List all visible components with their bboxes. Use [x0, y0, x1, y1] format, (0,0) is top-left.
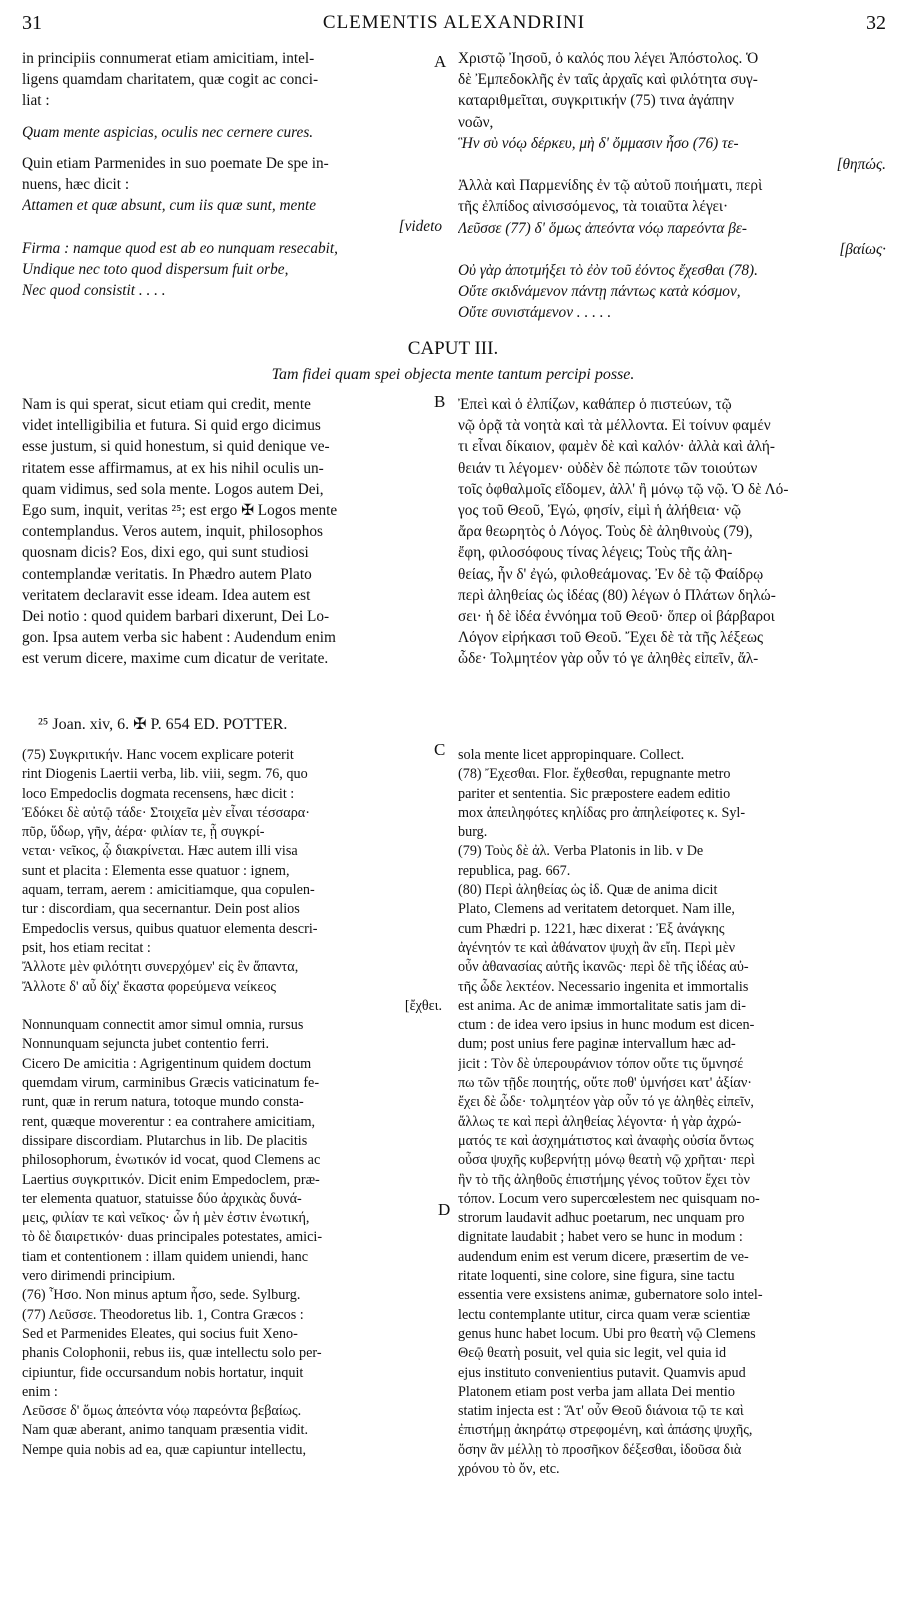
- text-line: [θηπώς.: [836, 155, 886, 173]
- text-line: [videto: [398, 218, 442, 236]
- text-line: Nempe quia nobis ad ea, quæ capiuntur intellectu,: [22, 1441, 307, 1458]
- text-line: ligens quamdam charitatem, quæ cogit ac conci-: [22, 71, 319, 89]
- text-line: veritatem declaravit esse ideam. Idea autem est: [22, 586, 311, 604]
- margin-marker-c: C: [434, 740, 446, 759]
- text-line: (79) Τοὺς δὲ ἀλ. Verba Platonis in lib. v De: [458, 843, 704, 860]
- page-number-left: 31: [22, 12, 42, 34]
- text-line: Οὔτε σκιδνάμενον πάντῃ πάντως κατὰ κόσμον,: [458, 283, 741, 301]
- text-line: σει· ἡ δὲ ἰδέα ἐννόημα τοῦ Θεοῦ· ὅπερ οἱ βάρβαροι: [458, 607, 775, 625]
- text-line: [βαίως·: [839, 240, 886, 258]
- text-line: νοῶν,: [458, 113, 494, 131]
- text-line: rent, quæque moverentur : ea contrahere amicitiam,: [22, 1113, 316, 1130]
- page-header: [22, 12, 886, 38]
- text-line: Ego sum, inquit, veritas ²⁵; est ergo ✠ Logos mente: [22, 501, 338, 519]
- text-line: Οὐ γὰρ ἀποτμήξει τὸ ἐὸν τοῦ ἐόντος ἔχεσθαι (78).: [458, 261, 758, 279]
- main-latin-column: [22, 394, 442, 669]
- text-line: Οὔτε συνιστάμενον . . . . .: [458, 304, 612, 322]
- text-line: mox ἀπειληφότες κηλίδας pro ἀπηλείφοτες κ. Syl-: [458, 804, 746, 821]
- text-line: Ἄλλοτε μὲν φιλότητι συνερχόμεν' εἰς ἓν ἅπαντα,: [22, 959, 299, 976]
- text-line: ματός τε καὶ ἀσχημάτιστος καὶ ἀναφὴς οὐσία ὄντως: [458, 1132, 754, 1149]
- text-line: πῦρ, ὕδωρ, γῆν, ἀέρα· φιλίαν τε, ᾗ συγκρί-: [22, 824, 265, 841]
- text-line: Λόγον εἰρήκασι τοῦ Θεοῦ. Ἔχει δὲ τὰ τῆς λέξεως: [458, 629, 764, 647]
- text-line: Χριστῷ Ἰησοῦ, ὁ καλός που λέγει Ἀπόστολος. Ὁ: [458, 50, 759, 67]
- text-line: Undique nec toto quod dispersum fuit orbe,: [22, 260, 289, 278]
- text-line: dignitate laudabit ; habet vero se hunc in modum :: [458, 1229, 743, 1246]
- text-line: γος τοῦ Θεοῦ, Ἐγώ, φησίν, εἰμὶ ἡ ἀλήθεια· νῷ: [458, 501, 742, 519]
- text-line: μεις, φιλίαν τε καὶ νεῖκος· ὧν ἡ μὲν ἐστιν ἑνωτική,: [22, 1210, 310, 1227]
- text-line: tur : discordiam, qua secernantur. Dein post alios: [22, 901, 300, 918]
- text-line: enim :: [22, 1383, 58, 1400]
- text-line: [ἔχθει.: [404, 997, 442, 1014]
- text-line: δὲ Ἐμπεδοκλῆς ἐν ταῖς ἀρχαῖς καὶ φιλότητα συγ-: [458, 71, 758, 89]
- text-line: Nam quæ aberant, animo tanquam præsentia vidit.: [22, 1422, 309, 1439]
- margin-marker-b: B: [434, 392, 446, 411]
- text-line: essentia vere exsistens animæ, gubernatore solo intel-: [458, 1287, 763, 1304]
- text-line: nuens, hæc dicit :: [22, 175, 130, 193]
- text-line: Nam is qui sperat, sicut etiam qui credit, mente: [22, 396, 311, 413]
- text-line: [22, 112, 442, 122]
- text-line: vero dirimendi principium.: [22, 1268, 176, 1285]
- notes-left-column: [22, 746, 442, 1460]
- text-line: sunt et placita : Elementa esse quatuor : ignem,: [22, 862, 290, 879]
- text-line: (76) Ἧσο. Non minus aptum ἧσο, sede. Sylburg.: [22, 1287, 301, 1304]
- text-line: νεται· νεῖκος, ᾧ διακρίνεται. Hæc autem illi visa: [22, 843, 298, 860]
- text-line: jicit : Τὸν δὲ ὑπερουράνιον τόπον οὔτε τις ὕμνησέ: [458, 1055, 744, 1072]
- text-line: pariter et sententia. Sic præpostere eadem editio: [458, 785, 731, 802]
- text-line: Empedoclis versus, quibus quatuor elementa descri-: [22, 920, 318, 937]
- text-line: republica, pag. 667.: [458, 862, 571, 879]
- text-line: οὖν ἀθανασίας αὐτῆς ἱκανῶς· περὶ δὲ τῆς ἰδέας αὐ-: [458, 959, 749, 976]
- text-line: Dei notio : quod quidem barbari dixerunt, Dei Lo-: [22, 607, 330, 625]
- text-line: aquam, terram, aerem : amicitiamque, qua copulen-: [22, 882, 315, 899]
- text-line: Ἄλλοτε δ' αὖ δίχ' ἕκαστα φορεύμενα νείκεος: [22, 978, 277, 995]
- text-line: τῆς ἐλπίδος αἰνισσόμενος, τὰ τοιαῦτα λέγει·: [458, 198, 729, 216]
- text-line: Ἐπεὶ καὶ ὁ ἐλπίζων, καθάπερ ὁ πιστεύων, τῷ: [458, 396, 732, 413]
- text-line: Nonnunquam connectit amor simul omnia, rursus: [22, 1017, 304, 1034]
- footnote: ²⁵ Joan. xiv, 6. ✠ P. 654 ED. POTTER.: [38, 716, 288, 733]
- text-line: Λεῦσσε (77) δ' ὅμως ἀπεόντα νόῳ παρεόντα βε-: [458, 219, 748, 237]
- text-line: genus hunc habet locum. Ubi pro θεατὴ νῷ Clemens: [458, 1325, 756, 1342]
- text-line: τόπον. Locum vero supercœlestem nec quisquam no-: [458, 1190, 760, 1207]
- text-line: Firma : namque quod est ab eo nunquam resecabit,: [22, 239, 338, 257]
- text-line: esse justum, si quid honestum, si quid denique ve-: [22, 438, 330, 456]
- text-line: liat :: [22, 92, 50, 110]
- text-line: οὖσα ψυχῆς κυβερνήτῃ μόνῳ θεατὴ νῷ χρῆται· περὶ: [458, 1152, 755, 1169]
- text-line: contemplandæ veritatis. In Phædro autem Plato: [22, 565, 312, 583]
- text-line: strorum laudavit adhuc poetarum, nec unquam pro: [458, 1210, 745, 1227]
- text-line: Nec quod consistit . . . .: [22, 281, 166, 299]
- text-line: θειάν τι λέγομεν· οὐδὲν δὲ πώποτε τῶν τοιούτων: [458, 459, 758, 477]
- text-line: burg.: [458, 824, 488, 841]
- text-line: contemplandus. Veros autem, inquit, philosophos: [22, 523, 323, 541]
- text-line: ἔχει δὲ ὧδε· τολμητέον γὰρ οὖν τό γε ἀληθὲς εἰπεῖν,: [458, 1094, 754, 1111]
- text-line: est anima. Ac de animæ immortalitate satis jam di-: [458, 997, 747, 1014]
- text-line: statim injecta est : Ἅτ' οὖν Θεοῦ διάνοια τῷ τε καὶ: [458, 1403, 744, 1420]
- text-line: Sed et Parmenides Eleates, qui socius fuit Xeno-: [22, 1325, 298, 1342]
- text-line: quemdam virum, carminibus Græcis vaticinatum fe-: [22, 1075, 320, 1092]
- text-line: πω τῶν τῇδε ποιητής, οὔτε ποθ' ὑμνήσει κατ' ἀξίαν·: [458, 1075, 753, 1092]
- text-line: ἄλλως τε καὶ περὶ ἀληθείας λέγοντα· ἡ γὰρ ἀχρώ-: [458, 1113, 742, 1130]
- text-line: τι εἶναι δίκαιον, φαμὲν δὲ καὶ καλόν· ἀλλὰ καὶ ἀλή-: [458, 438, 776, 456]
- text-line: Platonem etiam post verba jam allata Dei mentio: [458, 1383, 735, 1400]
- text-line: Laertius συγκριτικόν. Dicit enim Empedoclem, præ-: [22, 1171, 320, 1188]
- text-line: loco Empedoclis dogmata recensens, hæc dicit :: [22, 785, 295, 802]
- text-line: ter elementa quatuor, statuisse δύο ἀρχικὰς δυνά-: [22, 1190, 302, 1207]
- text-line: dum; post unius fere paginæ intervallum hæc ad-: [458, 1036, 736, 1053]
- page-number-right: 32: [866, 12, 886, 34]
- text-line: psit, hos etiam recitat :: [22, 939, 151, 956]
- text-line: philosophorum, ἑνωτικόν id vocat, quod Clemens ac: [22, 1152, 321, 1169]
- text-line: gon. Ipsa autem verba sic habent : Audendum enim: [22, 629, 336, 647]
- margin-marker-d: D: [438, 1200, 451, 1219]
- text-line: Ἣν σὺ νόῳ δέρκευ, μὴ δ' ὄμμασιν ἧσο (76) τε-: [458, 134, 739, 152]
- text-line: χρόνου τὸ ὄν, etc.: [458, 1460, 560, 1477]
- text-line: cum Phædri p. 1221, hæc dixerat : Ἐξ ἀνάγκης: [458, 920, 725, 937]
- top-greek-column: [458, 48, 886, 323]
- text-line: quosnam dicis? Eos, dixi ego, qui sunt studiosi: [22, 544, 309, 562]
- text-line: (78) Ἔχεσθαι. Flor. ἔχθεσθαι, repugnante metro: [458, 766, 731, 783]
- text-line: cipiuntur, fide occursandum nobis hortatur, inquit: [22, 1364, 304, 1381]
- text-line: Attamen et quæ absunt, cum iis quæ sunt, mente: [22, 197, 317, 215]
- notes-right-column: [458, 746, 886, 1479]
- text-line: τῆς ὧδε λεκτέον. Necessario ingenita et immortalis: [458, 978, 749, 995]
- text-line: ἣν τὸ τῆς ἀληθοῦς ἐπιστήμης γένος τοῦτον ἔχει τὸν: [458, 1171, 750, 1188]
- text-line: ἔφη, φιλοσόφους τίνας λέγεις; Τοὺς τῆς ἀλη-: [458, 544, 733, 562]
- text-line: Cicero De amicitia : Agrigentinum quidem doctum: [22, 1055, 312, 1072]
- text-line: dissipare discordiam. Plutarchus in lib. De placitis: [22, 1132, 308, 1149]
- text-line: ritate loquenti, sine colore, sine figura, sine tactu: [458, 1268, 735, 1285]
- text-line: Quin etiam Parmenides in suo poemate De spe in-: [22, 154, 329, 172]
- text-line: sola mente licet appropinquare. Collect.: [458, 747, 685, 763]
- margin-marker-a: A: [434, 52, 447, 71]
- text-line: quam vidimus, sed sola mente. Logos autem Dei,: [22, 480, 324, 498]
- text-line: ritatem esse affirmamus, at ex his nihil oculis un-: [22, 459, 324, 477]
- text-line: ctum : de idea vero ipsius in hunc modum est dicen-: [458, 1017, 755, 1034]
- text-line: Ἐδόκει δὲ αὐτῷ τάδε· Στοιχεῖα μὲν εἶναι τέσσαρα·: [22, 804, 310, 821]
- text-line: Quam mente aspicias, oculis nec cernere cures.: [22, 123, 314, 141]
- text-line: ἀγένητόν τε καὶ ἀθάνατον ψυχὴ ἂν εἴη. Περὶ μὲν: [458, 939, 736, 956]
- text-line: tiam et contentionem : illam quidem uniendi, hanc: [22, 1248, 309, 1265]
- text-line: Plato, Clemens ad veritatem detorquet. Nam ille,: [458, 901, 735, 918]
- text-line: ὅσην ἂν μέλλῃ τὸ προσῆκον δέξεσθαι, ἰδοῦσα διὰ: [458, 1441, 742, 1458]
- text-line: ἐπιστήμῃ ἀκηράτῳ στρεφομένη, καὶ ἁπάσης ψυχῆς,: [458, 1422, 753, 1439]
- main-greek-column: [458, 394, 886, 669]
- text-line: νῷ ὁρᾷ τὰ νοητὰ καὶ τὰ μέλλοντα. Εἰ τοίνυν φαμέν: [458, 417, 771, 435]
- text-line: Λεῦσσε δ' ὅμως ἀπεόντα νόῳ παρεόντα βεβαίως.: [22, 1403, 302, 1420]
- text-line: lectu contemplante utitur, circa quam veræ scientiæ: [458, 1306, 751, 1323]
- top-latin-column: [22, 48, 442, 301]
- text-line: καταριθμεῖται, συγκριτικήν (75) τινα ἀγάπην: [458, 92, 734, 110]
- text-line: audendum enim est verum dicere, præsertim de ve-: [458, 1248, 749, 1265]
- text-line: Θεῷ θεατὴ posuit, vel quia sic legit, vel quia id: [458, 1345, 727, 1362]
- text-line: περὶ ἀληθείας ὡς ἰδέας (80) λέγων ὁ Πλάτων δηλώ-: [458, 586, 776, 604]
- text-line: videt intelligibilia et futura. Si quid ergo dicimus: [22, 417, 321, 435]
- text-line: (80) Περὶ ἀληθείας ὡς ἰδ. Quæ de anima dicit: [458, 882, 718, 899]
- text-line: τὸ δὲ διαιρετικόν· duas principales potestates, amici-: [22, 1229, 323, 1246]
- chapter-subtitle: Tam fidei quam spei objecta mente tantum percipi posse.: [271, 366, 635, 383]
- text-line: Nonnunquam sejuncta jubet contentio ferri.: [22, 1036, 270, 1053]
- text-line: (75) Συγκριτικήν. Hanc vocem explicare poterit: [22, 747, 294, 763]
- text-line: Ἀλλὰ καὶ Παρμενίδης ἐν τῷ αὐτοῦ ποιήματι, περὶ: [458, 177, 763, 195]
- text-line: phanis Colophonii, rebus iis, quæ intellectu solo per-: [22, 1345, 322, 1362]
- text-line: est verum dicere, maxime cum dicatur de veritate.: [22, 650, 329, 668]
- text-line: in principiis connumerat etiam amicitiam, intel-: [22, 50, 315, 67]
- text-line: [22, 143, 442, 153]
- text-line: rint Diogenis Laertii verba, lib. viii, segm. 76, quo: [22, 766, 308, 783]
- text-line: τοῖς ὀφθαλμοῖς εἴδομεν, ἀλλ' ἢ μόνῳ τῷ νῷ. Ὁ δὲ Λό-: [458, 480, 789, 498]
- text-line: θείας, ἦν δ' ἐγώ, φιλοθεάμονας. Ἐν δὲ τῷ Φαίδρῳ: [458, 565, 764, 583]
- text-line: (77) Λεῦσσε. Theodoretus lib. 1, Contra Græcos :: [22, 1306, 304, 1323]
- running-title: CLEMENTIS ALEXANDRINI: [322, 12, 586, 33]
- text-line: ejus instituto convenientius putavit. Quamvis apud: [458, 1364, 746, 1381]
- text-line: ὧδε· Τολμητέον γὰρ οὖν τό γε ἀληθὲς εἰπεῖν, ἄλ-: [458, 650, 759, 668]
- text-line: runt, quæ in rerum natura, totoque mundo consta-: [22, 1094, 304, 1111]
- text-line: ἄρα θεωρητὸς ὁ Λόγος. Τοὺς δὲ ἀληθινοὺς (79),: [458, 523, 753, 541]
- chapter-title: CAPUT III.: [407, 338, 499, 359]
